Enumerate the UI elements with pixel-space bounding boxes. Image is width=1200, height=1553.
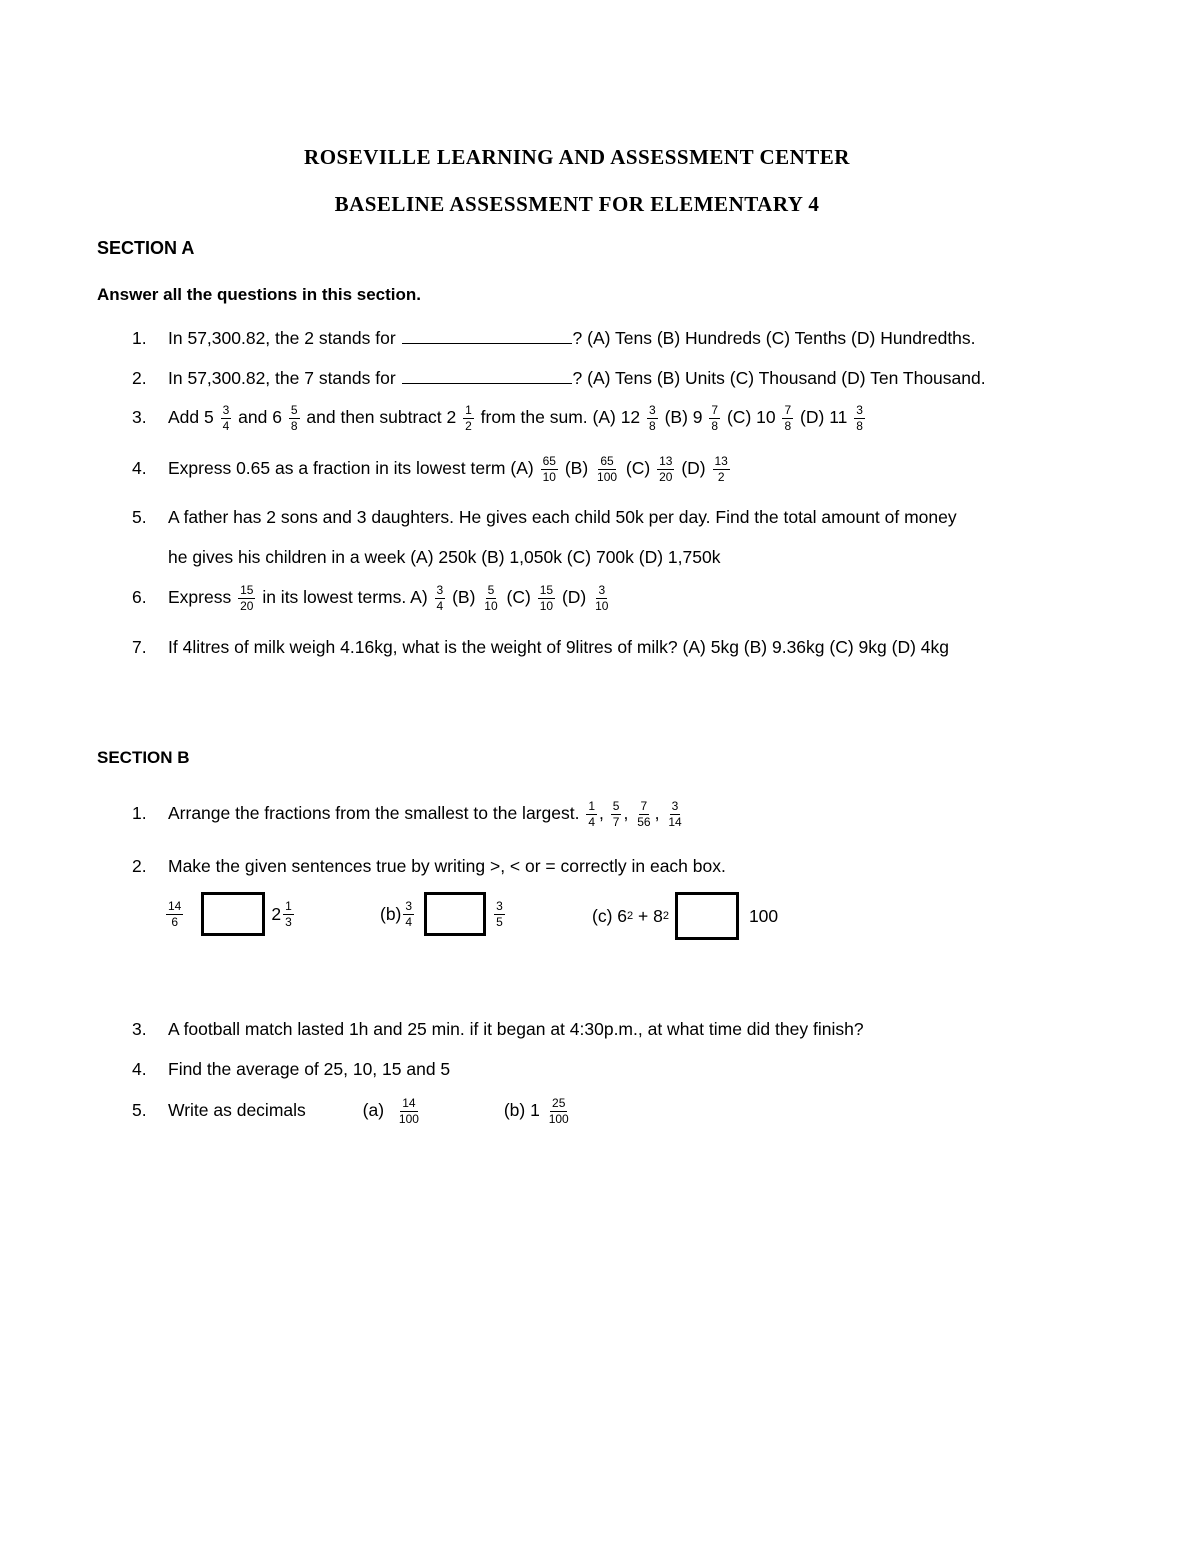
question-text: If 4litres of milk weigh 4.16kg, what is the weight of 9litres of milk? (A) 5kg (B) 9.36kg (C) 9kg (D) 4kg [168, 637, 949, 657]
denominator: 56 [637, 815, 651, 829]
denominator: 10 [542, 470, 556, 484]
answer-box[interactable] [424, 892, 486, 936]
denominator: 10 [484, 599, 498, 613]
question-number: 1. [132, 803, 147, 824]
fraction [538, 584, 555, 613]
question-text: in its lowest terms. A) [262, 587, 428, 608]
fraction [657, 455, 674, 484]
numerator: 25 [552, 1096, 566, 1110]
numerator: 3 [671, 799, 679, 813]
question-options: from the sum. (A) 12 [480, 407, 641, 428]
numerator: 1 [588, 799, 596, 813]
exponent: 2 [662, 910, 669, 922]
item-label: (c) 6 [592, 905, 627, 926]
question-text: A father has 2 sons and 3 daughters. He gives each child 50k per day. Find the total amount of money [168, 507, 957, 527]
denominator: 100 [597, 470, 618, 484]
question-number: 3. [132, 1019, 147, 1039]
item-label: (b) [380, 903, 402, 924]
numerator: 13 [659, 454, 673, 468]
section-a-instruction: Answer all the questions in this section. [97, 285, 422, 304]
numerator: 3 [649, 403, 656, 417]
fraction [547, 1097, 571, 1126]
denominator: 8 [649, 419, 656, 433]
numerator: 5 [290, 403, 298, 417]
question-number: 4. [132, 458, 147, 479]
denominator: 3 [285, 914, 292, 929]
question-number: 1. [132, 328, 147, 348]
section-b-heading: SECTION B [97, 748, 190, 767]
comparison-c [592, 892, 778, 940]
fraction [397, 1097, 421, 1126]
document-title: ROSEVILLE LEARNING AND ASSESSMENT CENTER [304, 145, 850, 169]
fraction [403, 900, 414, 929]
question-a1 [132, 328, 976, 349]
numerator: 1 [285, 898, 292, 913]
question-text: Make the given sentences true by writing >, < or = correctly in each box. [168, 856, 726, 876]
question-text: Write as decimals [168, 1100, 306, 1121]
question-number: 3. [132, 407, 147, 428]
fraction [709, 404, 720, 433]
denominator: 4 [436, 599, 444, 613]
question-number: 5. [132, 1100, 147, 1121]
fraction [666, 800, 683, 829]
question-number: 7. [132, 637, 147, 657]
fraction [595, 455, 619, 484]
fraction [494, 900, 505, 929]
question-b1 [132, 800, 686, 829]
numerator: 3 [856, 403, 863, 417]
section-a-heading: SECTION A [97, 238, 195, 258]
denominator: 20 [240, 599, 254, 613]
numerator: 3 [436, 583, 444, 597]
question-a7 [132, 637, 949, 658]
question-options: (B) 9 [664, 407, 703, 428]
exponent: 2 [627, 910, 634, 922]
fraction [593, 584, 610, 613]
denominator: 10 [539, 599, 554, 613]
question-options: (B) [564, 458, 589, 479]
question-b4 [132, 1059, 450, 1080]
question-options: (C) 10 [726, 407, 776, 428]
question-text: Express [168, 587, 232, 608]
fraction [166, 900, 183, 929]
numerator: 3 [496, 898, 503, 913]
question-number: 5. [132, 507, 147, 527]
denominator: 4 [405, 914, 413, 929]
fraction [238, 584, 255, 613]
denominator: 8 [290, 419, 298, 433]
numerator: 5 [612, 799, 620, 813]
question-options: ? (A) Tens (B) Hundreds (C) Tenths (D) Hundredths. [572, 328, 976, 348]
numerator: 15 [240, 583, 254, 597]
question-text: Add 5 [168, 407, 214, 428]
fraction [463, 404, 474, 433]
question-options: (D) [561, 587, 587, 608]
question-number: 6. [132, 587, 147, 608]
numerator: 7 [784, 403, 792, 417]
numerator: 14 [168, 898, 182, 913]
numerator: 5 [487, 583, 495, 597]
answer-box[interactable] [675, 892, 739, 940]
question-b5 [132, 1097, 573, 1126]
denominator: 2 [465, 419, 472, 433]
denominator: 20 [659, 470, 673, 484]
item-label: (b) 1 [503, 1100, 540, 1121]
denominator: 6 [171, 914, 179, 929]
numerator: 7 [711, 403, 719, 417]
fraction [635, 800, 652, 829]
question-a4 [132, 455, 732, 484]
denominator: 8 [856, 419, 863, 433]
question-number: 4. [132, 1059, 147, 1079]
separator: , [623, 803, 629, 824]
numerator: 3 [222, 403, 230, 417]
whole-number: 2 [271, 903, 282, 924]
comparison-b [380, 892, 507, 936]
fraction [713, 455, 730, 484]
fraction [611, 800, 622, 829]
denominator: 100 [398, 1112, 419, 1126]
numerator: 14 [402, 1096, 416, 1110]
answer-blank[interactable] [402, 369, 572, 384]
question-a6 [132, 584, 612, 613]
fraction [482, 584, 499, 613]
denominator: 7 [612, 815, 620, 829]
numerator: 65 [542, 454, 556, 468]
comparison-a [164, 892, 296, 936]
question-text: and then subtract 2 [306, 407, 457, 428]
denominator: 14 [668, 815, 682, 829]
fraction [586, 800, 597, 829]
denominator: 4 [588, 815, 596, 829]
question-options: (D) [681, 458, 706, 479]
question-number: 2. [132, 368, 147, 388]
denominator: 4 [222, 419, 230, 433]
denominator: 8 [784, 419, 792, 433]
comparison-value: 100 [748, 905, 779, 926]
numerator: 13 [714, 454, 728, 468]
question-options: (C) [625, 458, 651, 479]
denominator: 100 [548, 1112, 569, 1126]
separator: , [654, 803, 660, 824]
fraction [435, 584, 446, 613]
fraction [541, 455, 558, 484]
question-text: and 6 [238, 407, 282, 428]
fraction [289, 404, 300, 433]
question-text: Arrange the fractions from the smallest to the largest. [168, 803, 580, 824]
question-b2 [132, 856, 726, 877]
question-a5-continued: he gives his children in a week (A) 250k (B) 1,050k (C) 700k (D) 1,750k [168, 547, 721, 567]
item-label: (a) [362, 1100, 385, 1121]
fraction [647, 404, 658, 433]
numerator: 7 [640, 799, 648, 813]
numerator: 3 [405, 898, 413, 913]
denominator: 5 [496, 914, 503, 929]
question-options: (D) 11 [800, 407, 848, 428]
question-b3 [132, 1019, 864, 1040]
denominator: 8 [711, 419, 719, 433]
numerator: 1 [465, 403, 472, 417]
question-options: (B) [452, 587, 476, 608]
numerator: 65 [600, 454, 614, 468]
numerator: 3 [598, 583, 606, 597]
question-number: 2. [132, 856, 147, 876]
fraction [283, 900, 294, 929]
question-options: ? (A) Tens (B) Units (C) Thousand (D) Ten Thousand. [572, 368, 986, 388]
document-subtitle: BASELINE ASSESSMENT FOR ELEMENTARY 4 [334, 192, 820, 216]
fraction [854, 404, 865, 433]
fraction [782, 404, 793, 433]
question-text: In 57,300.82, the 7 stands for [168, 368, 396, 388]
question-text: Express 0.65 as a fraction in its lowest term (A) [168, 458, 534, 479]
denominator: 2 [717, 470, 725, 484]
denominator: 10 [595, 599, 609, 613]
question-options: (C) [506, 587, 531, 608]
question-a3 [132, 404, 867, 433]
question-text: In 57,300.82, the 2 stands for [168, 328, 396, 348]
fraction [221, 404, 232, 433]
question-text: A football match lasted 1h and 25 min. if it began at 4:30p.m., at what time did they finish? [168, 1019, 864, 1039]
question-a5 [132, 507, 957, 528]
separator: , [599, 803, 604, 824]
answer-box[interactable] [201, 892, 265, 936]
numerator: 15 [539, 583, 554, 597]
question-text: Find the average of 25, 10, 15 and 5 [168, 1059, 451, 1079]
answer-blank[interactable] [402, 329, 572, 344]
expression-text: + 8 [633, 905, 663, 926]
question-a2 [132, 368, 986, 389]
